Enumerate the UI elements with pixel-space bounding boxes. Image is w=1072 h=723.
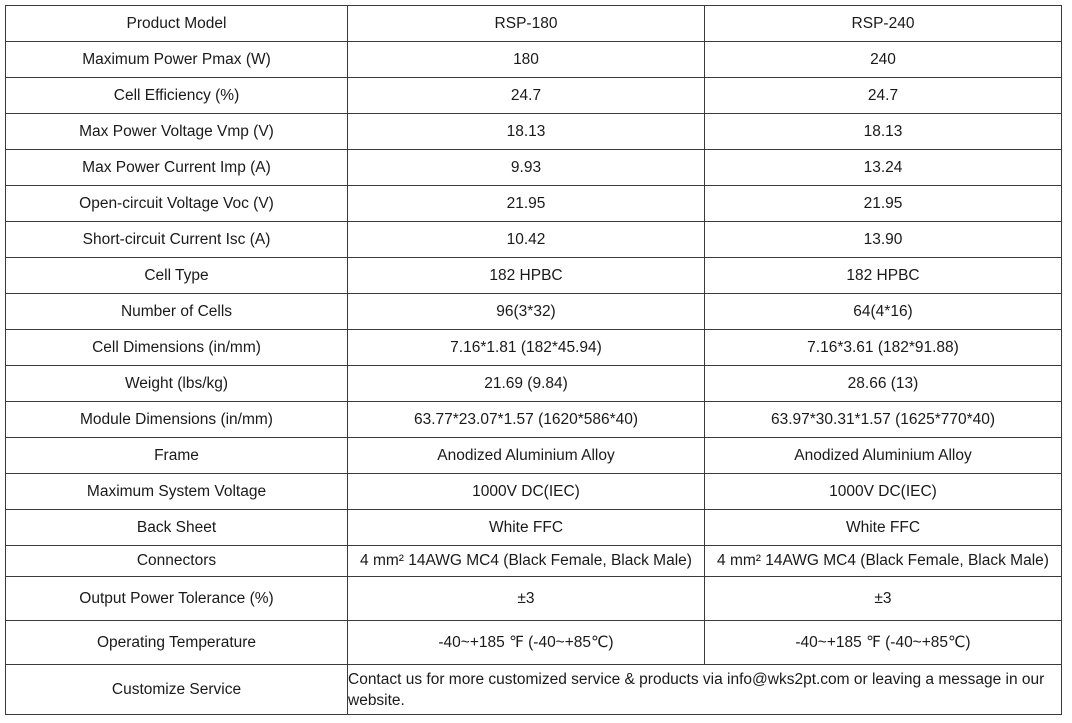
row-value-2: 28.66 (13) <box>705 366 1062 402</box>
row-value-1: -40~+185 ℉ (-40~+85℃) <box>348 621 705 665</box>
row-label: Frame <box>6 438 348 474</box>
row-value-2: 64(4*16) <box>705 294 1062 330</box>
row-value-2: -40~+185 ℉ (-40~+85℃) <box>705 621 1062 665</box>
row-value-1: 10.42 <box>348 222 705 258</box>
row-value-1: Anodized Aluminium Alloy <box>348 438 705 474</box>
header-row <box>6 6 1062 42</box>
row-label: Connectors <box>6 546 348 577</box>
row-value-2: 63.97*30.31*1.57 (1625*770*40) <box>705 402 1062 438</box>
row-label: Weight (lbs/kg) <box>6 366 348 402</box>
header-label: Product Model <box>6 6 348 42</box>
row-value-2: Anodized Aluminium Alloy <box>705 438 1062 474</box>
table-row <box>6 114 1062 150</box>
row-label: Number of Cells <box>6 294 348 330</box>
table-row <box>6 438 1062 474</box>
customize-label: Customize Service <box>6 665 348 715</box>
row-label: Short-circuit Current Isc (A) <box>6 222 348 258</box>
table-row <box>6 258 1062 294</box>
row-value-2: 24.7 <box>705 78 1062 114</box>
row-value-2: 1000V DC(IEC) <box>705 474 1062 510</box>
row-value-2: 13.24 <box>705 150 1062 186</box>
table-row <box>6 150 1062 186</box>
header-model-1: RSP-180 <box>348 6 705 42</box>
row-value-2: ±3 <box>705 577 1062 621</box>
row-label: Cell Dimensions (in/mm) <box>6 330 348 366</box>
table-row <box>6 294 1062 330</box>
row-value-1: 9.93 <box>348 150 705 186</box>
table-row <box>6 577 1062 621</box>
table-row <box>6 402 1062 438</box>
row-value-1: 24.7 <box>348 78 705 114</box>
row-value-1: 180 <box>348 42 705 78</box>
table-row <box>6 474 1062 510</box>
row-value-1: 96(3*32) <box>348 294 705 330</box>
row-label: Cell Efficiency (%) <box>6 78 348 114</box>
row-value-2: White FFC <box>705 510 1062 546</box>
table-row <box>6 366 1062 402</box>
spec-table <box>5 5 1062 715</box>
row-value-1: 21.95 <box>348 186 705 222</box>
row-value-2: 7.16*3.61 (182*91.88) <box>705 330 1062 366</box>
customize-text: Contact us for more customized service & products via info@wks2pt.com or leaving a message in our website. <box>348 665 1062 715</box>
row-value-1: 182 HPBC <box>348 258 705 294</box>
table-row <box>6 222 1062 258</box>
table-row <box>6 330 1062 366</box>
row-value-1: 21.69 (9.84) <box>348 366 705 402</box>
table-row <box>6 546 1062 577</box>
row-value-1: 63.77*23.07*1.57 (1620*586*40) <box>348 402 705 438</box>
row-value-2: 18.13 <box>705 114 1062 150</box>
row-value-1: 4 mm² 14AWG MC4 (Black Female, Black Male) <box>348 546 705 577</box>
row-value-1: ±3 <box>348 577 705 621</box>
row-value-1: 1000V DC(IEC) <box>348 474 705 510</box>
row-value-1: 18.13 <box>348 114 705 150</box>
row-label: Open-circuit Voltage Voc (V) <box>6 186 348 222</box>
spec-table-body <box>6 6 1062 715</box>
table-row <box>6 78 1062 114</box>
row-value-2: 240 <box>705 42 1062 78</box>
row-label: Maximum Power Pmax (W) <box>6 42 348 78</box>
row-label: Module Dimensions (in/mm) <box>6 402 348 438</box>
row-value-1: White FFC <box>348 510 705 546</box>
customize-row <box>6 665 1062 715</box>
row-value-2: 13.90 <box>705 222 1062 258</box>
table-row <box>6 510 1062 546</box>
table-row <box>6 186 1062 222</box>
row-label: Back Sheet <box>6 510 348 546</box>
row-label: Maximum System Voltage <box>6 474 348 510</box>
row-value-2: 4 mm² 14AWG MC4 (Black Female, Black Male) <box>705 546 1062 577</box>
row-label: Max Power Current Imp (A) <box>6 150 348 186</box>
row-label: Max Power Voltage Vmp (V) <box>6 114 348 150</box>
row-label: Operating Temperature <box>6 621 348 665</box>
table-row <box>6 621 1062 665</box>
row-label: Output Power Tolerance (%) <box>6 577 348 621</box>
row-label: Cell Type <box>6 258 348 294</box>
table-row <box>6 42 1062 78</box>
row-value-1: 7.16*1.81 (182*45.94) <box>348 330 705 366</box>
header-model-2: RSP-240 <box>705 6 1062 42</box>
row-value-2: 21.95 <box>705 186 1062 222</box>
row-value-2: 182 HPBC <box>705 258 1062 294</box>
